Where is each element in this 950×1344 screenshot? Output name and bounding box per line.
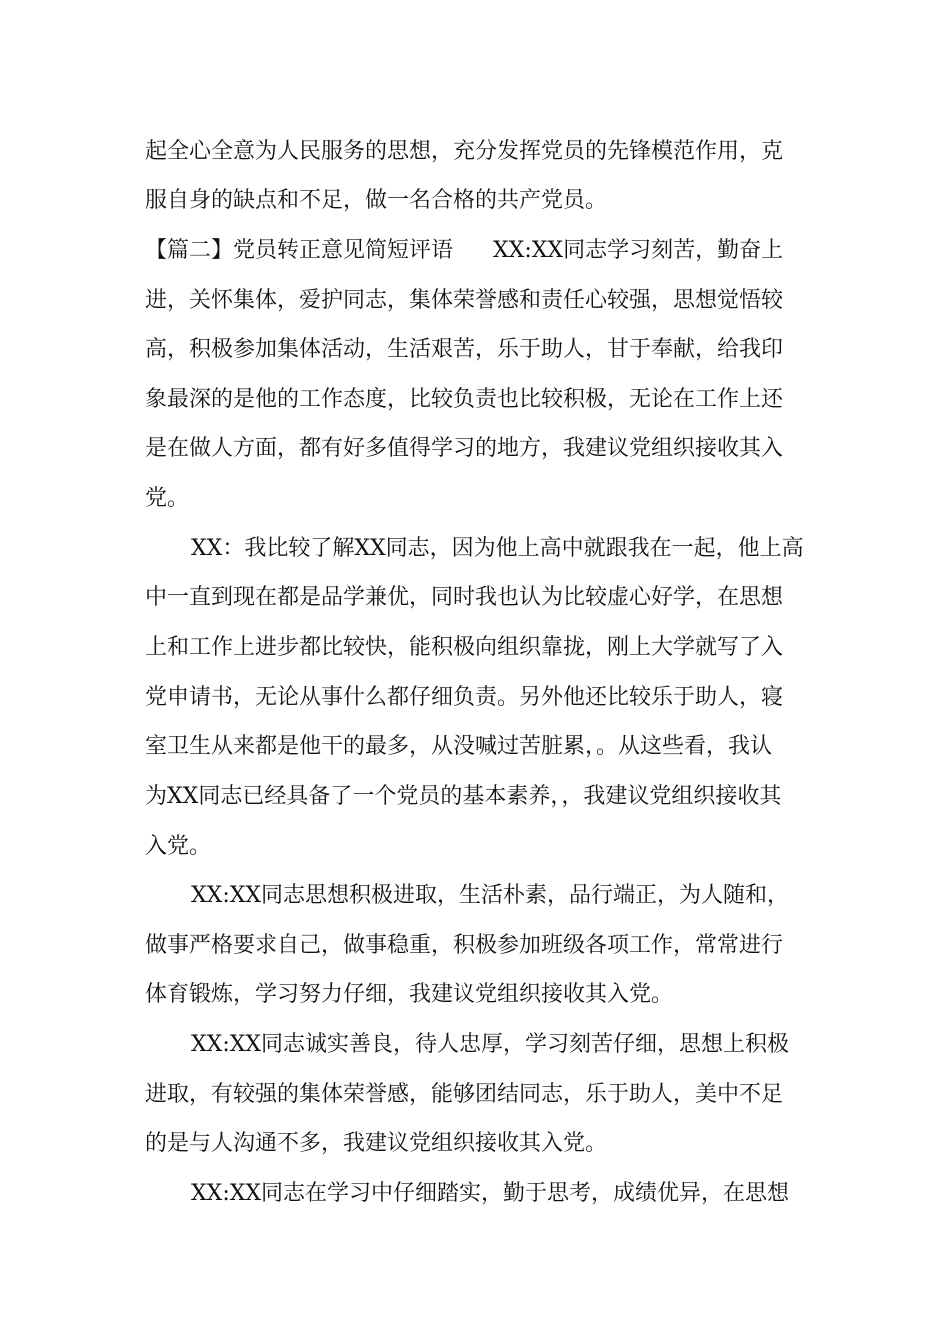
text-line: XX:XX同志在学习中仔细踏实，勤于思考，成绩优异，在思想 — [191, 1181, 790, 1206]
text-line: 为XX同志已经具备了一个党员的基本素养，，我建议党组织接收其 — [145, 784, 782, 809]
text-line: 起全心全意为人民服务的思想，充分发挥党员的先锋模范作用，克 — [145, 139, 784, 164]
text-line: 室卫生从来都是他干的最多，从没喊过苦脏累，。从这些看，我认 — [145, 734, 773, 759]
text-line: 进，关怀集体，爱护同志，集体荣誉感和责任心较强，思想觉悟较 — [145, 288, 784, 313]
text-line: 入党。 — [145, 834, 212, 859]
text-line: 的是与人沟通不多，我建议党组织接收其入党。 — [145, 1131, 608, 1156]
text-line: 体育锻炼，学习努力仔细，我建议党组织接收其入党。 — [145, 982, 674, 1007]
text-line: XX:XX同志思想积极进取，生活朴素，品行端正，为人随和， — [191, 883, 790, 908]
text-line: 进取，有较强的集体荣誉感，能够团结同志，乐于助人，美中不足 — [145, 1082, 784, 1107]
text-line: 服自身的缺点和不足，做一名合格的共产党员。 — [145, 188, 608, 213]
text-line: 党。 — [145, 486, 190, 511]
text-line: 象最深的是他的工作态度，比较负责也比较积极，无论在工作上还 — [145, 387, 784, 412]
text-line: 党申请书，无论从事什么都仔细负责。另外他还比较乐于助人，寝 — [145, 685, 784, 710]
text-line: XX：我比较了解XX同志，因为他上高中就跟我在一起，他上高 — [191, 536, 804, 561]
text-line: XX:XX同志诚实善良，待人忠厚，学习刻苦仔细，思想上积极 — [191, 1032, 790, 1057]
text-line: 高，积极参加集体活动，生活艰苦，乐于助人，甘于奉献，给我印 — [145, 337, 784, 362]
paragraph-start: XX:XX同志学习刻苦，勤奋上 — [493, 238, 784, 263]
section-heading: 【篇二】党员转正意见简短评语 — [145, 238, 454, 263]
text-line: 做事严格要求自己，做事稳重，积极参加班级各项工作，常常进行 — [145, 933, 784, 958]
text-line-heading — [145, 236, 783, 266]
text-line: 是在做人方面，都有好多值得学习的地方，我建议党组织接收其入 — [145, 436, 784, 461]
text-line: 上和工作上进步都比较快，能积极向组织靠拢，刚上大学就写了入 — [145, 635, 784, 660]
text-line: 中一直到现在都是品学兼优，同时我也认为比较虚心好学，在思想 — [145, 585, 784, 610]
